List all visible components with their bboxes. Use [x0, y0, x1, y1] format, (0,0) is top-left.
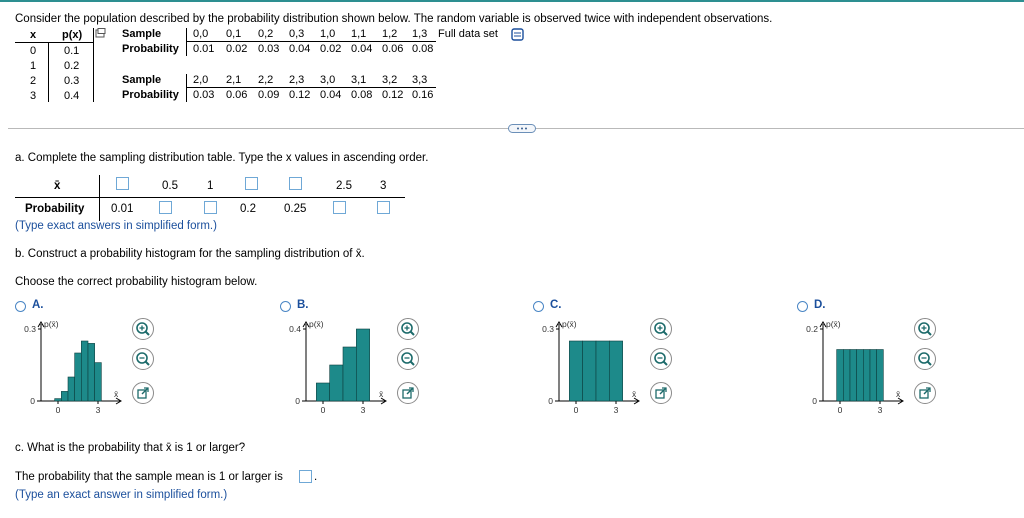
histogram-bar: [596, 341, 609, 401]
copy-table-icon[interactable]: [95, 28, 106, 42]
part-c-prompt: c. What is the probability that x̄ is 1 or larger?: [15, 442, 246, 454]
y-max-label: 0.4: [289, 324, 301, 334]
option-letter: D.: [814, 299, 826, 311]
sample-prob-cell: 0.02: [226, 43, 248, 55]
histogram-bar: [316, 383, 329, 401]
part-b-choose: Choose the correct probability histogram below.: [15, 276, 258, 288]
sample-prob-cell: 0.12: [382, 89, 404, 101]
sample-prob-cell: 0.04: [351, 43, 373, 55]
part-a-row-rule: [15, 197, 405, 198]
zoom-in-icon[interactable]: [397, 318, 419, 340]
y-axis-label: p(x̄): [309, 319, 324, 329]
y-axis-label: p(x̄): [826, 319, 841, 329]
zoom-in-icon[interactable]: [132, 318, 154, 340]
more-options-button[interactable]: [508, 124, 536, 133]
histogram-bar: [850, 350, 857, 401]
x-tick-label: 0: [320, 405, 326, 415]
xbar-input[interactable]: [245, 177, 258, 190]
y-zero-label: 0: [30, 396, 35, 406]
sample-cell: 1,1: [351, 28, 367, 40]
prob-row-label: Probability: [25, 203, 85, 215]
sample-cell: 3,1: [351, 74, 367, 86]
y-max-label: 0.3: [542, 324, 554, 334]
sample2-prob-label: Probability: [122, 89, 179, 101]
histogram-bar: [877, 350, 884, 401]
sample-cell: 0,0: [193, 28, 209, 40]
sample-cell: 1,2: [382, 28, 398, 40]
pop-right-rule: [93, 28, 94, 102]
sample1-hrule: [186, 41, 436, 42]
x-tick-label: 3: [360, 405, 366, 415]
sample-prob-cell: 0.03: [193, 89, 215, 101]
zoom-out-icon[interactable]: [397, 348, 419, 370]
zoom-in-icon[interactable]: [650, 318, 672, 340]
zoom-in-icon[interactable]: [914, 318, 936, 340]
histogram-bar: [863, 350, 870, 401]
prob-input[interactable]: [377, 201, 390, 214]
option-radio[interactable]: [797, 301, 808, 312]
pop-px-cell: 0.1: [64, 45, 80, 57]
sample-cell: 1,3: [412, 28, 428, 40]
histogram-chart: [15, 316, 135, 421]
histogram-bar: [843, 350, 850, 401]
sample-prob-cell: 0.04: [289, 43, 311, 55]
histogram-bar: [81, 341, 88, 401]
histogram-bar: [870, 350, 877, 401]
histogram-bar: [569, 341, 582, 401]
part-c-answer-input[interactable]: [299, 470, 312, 483]
sample-cell: 3,2: [382, 74, 398, 86]
part-a-prompt: a. Complete the sampling distribution table. Type the x values in ascending order.: [15, 152, 429, 164]
option-radio[interactable]: [533, 301, 544, 312]
y-zero-label: 0: [812, 396, 817, 406]
full-data-set-icon[interactable]: [511, 28, 524, 44]
prob-input[interactable]: [204, 201, 217, 214]
y-max-label: 0.3: [24, 324, 36, 334]
pop-x-cell: 2: [30, 75, 37, 87]
xbar-value: 3: [380, 180, 387, 192]
open-external-icon[interactable]: [914, 382, 936, 404]
histogram-bar: [857, 350, 864, 401]
part-c-hint: (Type an exact answer in simplified form.): [15, 489, 228, 501]
histogram-bar: [356, 329, 369, 401]
sample1-rule: [186, 28, 187, 56]
x-tick-label: 0: [55, 405, 61, 415]
open-external-icon[interactable]: [397, 382, 419, 404]
sample2-label: Sample: [122, 74, 162, 86]
x-tick-label: 0: [573, 405, 579, 415]
histogram-bar: [343, 347, 356, 401]
pop-col-rule: [48, 42, 49, 102]
histogram-bar: [68, 377, 75, 401]
x-tick-label: 0: [837, 405, 843, 415]
option-radio[interactable]: [280, 301, 291, 312]
pop-col-x-header: x: [30, 29, 37, 41]
sample-prob-cell: 0.16: [412, 89, 434, 101]
x-axis-label: x̄: [379, 389, 384, 399]
sample-prob-cell: 0.02: [320, 43, 342, 55]
part-a-col-rule: [99, 175, 100, 221]
histogram-bar: [88, 343, 95, 401]
y-max-label: 0.2: [806, 324, 818, 334]
pop-header-rule: [15, 42, 93, 43]
y-zero-label: 0: [295, 396, 300, 406]
histogram-chart: [797, 316, 917, 421]
sample-cell: 1,0: [320, 28, 336, 40]
pop-x-cell: 0: [30, 45, 37, 57]
pop-px-cell: 0.4: [64, 90, 80, 102]
sample-cell: 3,0: [320, 74, 336, 86]
prob-input[interactable]: [333, 201, 346, 214]
sample2-rule: [186, 74, 187, 102]
histogram-bar: [55, 399, 62, 401]
histogram-bar: [95, 363, 102, 401]
pop-col-px-header: p(x): [62, 29, 83, 41]
histogram-bar: [583, 341, 596, 401]
x-axis-label: x̄: [896, 389, 901, 399]
top-accent-bar: [0, 0, 1024, 2]
sample-cell: 3,3: [412, 74, 428, 86]
part-b-prompt: b. Construct a probability histogram for the sampling distribution of x̄.: [15, 248, 365, 260]
pop-px-cell: 0.3: [64, 75, 80, 87]
sample-cell: 0,3: [289, 28, 305, 40]
histogram-bar: [837, 350, 844, 401]
sample-cell: 0,1: [226, 28, 242, 40]
problem-intro: Consider the population described by the probability distribution shown below. The random variable is observed twice with independent observations.: [15, 13, 773, 25]
xbar-input[interactable]: [289, 177, 302, 190]
sample-prob-cell: 0.08: [351, 89, 373, 101]
sample-prob-cell: 0.12: [289, 89, 311, 101]
xbar-value: 2.5: [336, 180, 352, 192]
histogram-option-c[interactable]: [533, 298, 753, 423]
xbar-value: 1: [207, 180, 214, 192]
sample-prob-cell: 0.04: [320, 89, 342, 101]
xbar-input[interactable]: [116, 177, 129, 190]
option-radio[interactable]: [15, 301, 26, 312]
sample-prob-cell: 0.03: [258, 43, 280, 55]
histogram-option-a[interactable]: [15, 298, 235, 423]
histogram-bar: [61, 391, 68, 401]
histogram-option-d[interactable]: [797, 298, 1017, 423]
histogram-bar: [609, 341, 622, 401]
prob-value: 0.01: [111, 203, 134, 215]
zoom-out-icon[interactable]: [132, 348, 154, 370]
zoom-out-icon[interactable]: [650, 348, 672, 370]
sample-cell: 2,1: [226, 74, 242, 86]
pop-x-cell: 3: [30, 90, 37, 102]
y-axis-label: p(x̄): [44, 319, 59, 329]
x-axis-label: x̄: [632, 389, 637, 399]
part-c-answer-lead: The probability that the sample mean is 1 or larger is: [15, 471, 283, 483]
histogram-chart: [533, 316, 653, 421]
option-letter: A.: [32, 299, 44, 311]
prob-input[interactable]: [159, 201, 172, 214]
prob-value: 0.2: [240, 203, 256, 215]
y-axis-label: p(x̄): [562, 319, 577, 329]
sample-prob-cell: 0.09: [258, 89, 280, 101]
x-tick-label: 3: [95, 405, 101, 415]
option-letter: C.: [550, 299, 562, 311]
sample1-label: Sample: [122, 28, 162, 40]
open-external-icon[interactable]: [650, 382, 672, 404]
sample1-prob-label: Probability: [122, 43, 179, 55]
x-tick-label: 3: [613, 405, 619, 415]
full-data-set-label: Full data set: [438, 28, 498, 40]
x-tick-label: 3: [877, 405, 883, 415]
prob-value: 0.25: [284, 203, 307, 215]
pop-x-cell: 1: [30, 60, 37, 72]
sample-cell: 0,2: [258, 28, 274, 40]
open-external-icon[interactable]: [132, 382, 154, 404]
histogram-bar: [330, 365, 343, 401]
pop-px-cell: 0.2: [64, 60, 80, 72]
part-c-answer-tail: .: [314, 471, 318, 483]
part-a-hint: (Type exact answers in simplified form.): [15, 220, 217, 232]
zoom-out-icon[interactable]: [914, 348, 936, 370]
x-axis-label: x̄: [114, 389, 119, 399]
xbar-row-label: x̄: [54, 180, 61, 192]
xbar-value: 0.5: [162, 180, 178, 192]
y-zero-label: 0: [548, 396, 553, 406]
sample-cell: 2,3: [289, 74, 305, 86]
sample-cell: 2,0: [193, 74, 209, 86]
sample-cell: 2,2: [258, 74, 274, 86]
sample-prob-cell: 0.06: [226, 89, 248, 101]
sample-prob-cell: 0.06: [382, 43, 404, 55]
sample-prob-cell: 0.08: [412, 43, 434, 55]
option-letter: B.: [297, 299, 309, 311]
sample-prob-cell: 0.01: [193, 43, 215, 55]
histogram-option-b[interactable]: [280, 298, 500, 423]
histogram-chart: [280, 316, 400, 421]
sample2-hrule: [186, 87, 436, 88]
histogram-bar: [75, 353, 82, 401]
